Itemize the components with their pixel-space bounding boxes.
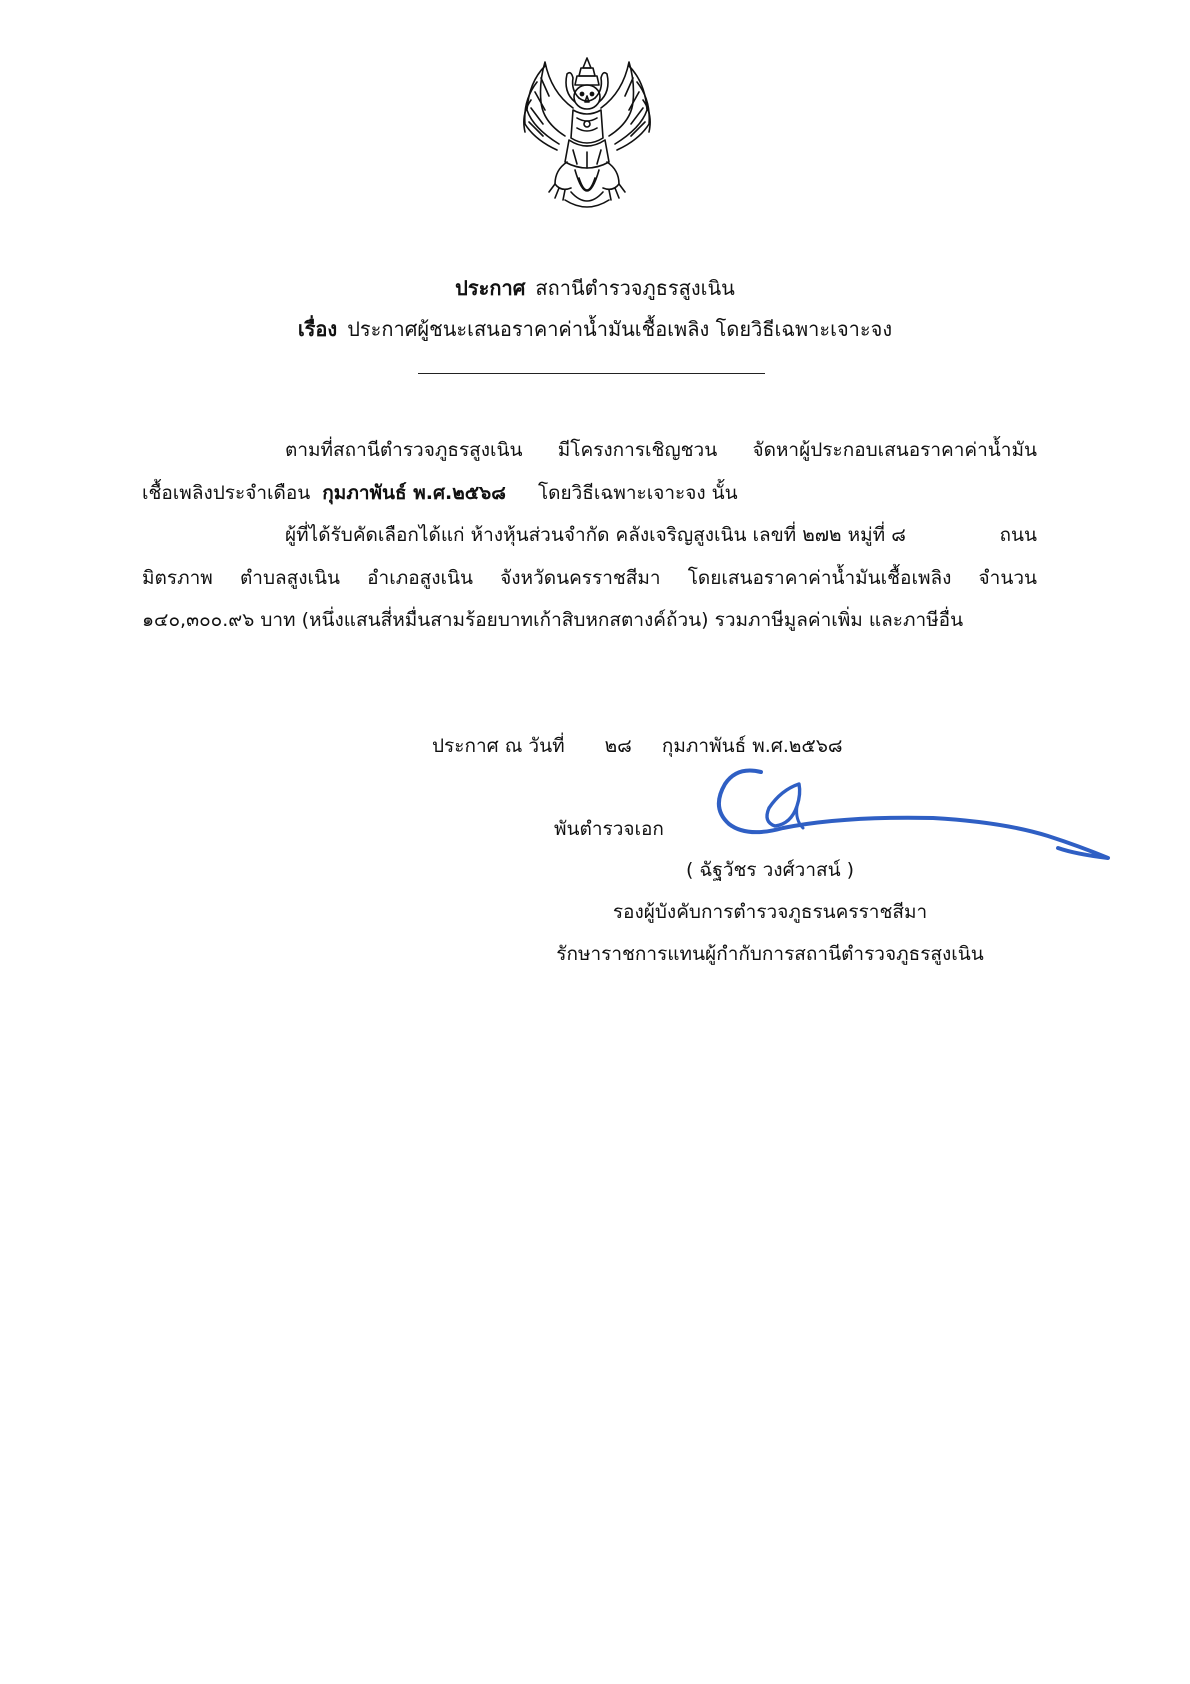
p2-word: ตำบลสูงเนิน — [239, 567, 340, 589]
signatory-position-1: รองผู้บังคับการตำรวจภูธรนครราชสีมา — [612, 901, 928, 923]
p2-word: มิตรภาพ — [142, 567, 213, 589]
p1-month-year: กุมภาพันธ์ พ.ศ.๒๕๖๘ — [322, 482, 506, 504]
subject-label: เรื่อง — [297, 317, 338, 341]
announce-label: ประกาศ — [455, 276, 526, 300]
p1-word: มีโครงการเชิญชวน — [557, 439, 718, 461]
paragraph-1-line-2 — [142, 479, 738, 507]
signatory-position-2: รักษาราชการแทนผู้กำกับการสถานีตำรวจภูธรสูงเนิน — [556, 943, 984, 965]
announcement-heading — [0, 272, 1190, 304]
p2-word: อำเภอสูงเนิน — [367, 567, 473, 589]
p2-road-label: ถนน — [999, 524, 1037, 546]
paragraph-1-line-1 — [285, 436, 1037, 464]
announcement-date — [432, 732, 843, 760]
paragraph-2-line-3: ๑๔๐,๓๐๐.๙๖ บาท (หนึ่งแสนสี่หมื่นสามร้อยบาทเก้าสิบหกสตางค์ถ้วน) รวมภาษีมูลค่าเพิ่ม และภาษีอื่น — [142, 609, 964, 631]
p1-word: ตามที่สถานีตำรวจภูธรสูงเนิน — [285, 439, 523, 461]
p2-winner-text: ผู้ที่ได้รับคัดเลือกได้แก่ ห้างหุ้นส่วนจำกัด คลังเจริญสูงเนิน เลขที่ ๒๗๒ หมู่ที่ ๘ — [285, 524, 906, 546]
p2-word: โดยเสนอราคาค่าน้ำมันเชื้อเพลิง — [687, 567, 952, 589]
date-day: ๒๘ — [604, 735, 632, 757]
subject-heading — [0, 313, 1190, 345]
p2-word: จังหวัดนครราชสีมา — [500, 567, 661, 589]
p1-fuel-month-text: เชื้อเพลิงประจำเดือน — [142, 482, 311, 504]
p2-word: จำนวน — [978, 567, 1037, 589]
p1-method-text: โดยวิธีเฉพาะเจาะจง นั้น — [537, 482, 738, 504]
subject-text: ประกาศผู้ชนะเสนอราคาค่าน้ำมันเชื้อเพลิง โดยวิธีเฉพาะเจาะจง — [347, 317, 893, 341]
garuda-emblem-icon — [515, 52, 660, 214]
agency-name: สถานีตำรวจภูธรสูงเนิน — [535, 276, 735, 300]
p1-word: จัดหาผู้ประกอบเสนอราคาค่าน้ำมัน — [752, 439, 1037, 461]
date-prefix: ประกาศ ณ วันที่ — [432, 735, 565, 757]
date-month-year: กุมภาพันธ์ พ.ศ.๒๕๖๘ — [661, 735, 843, 757]
paragraph-2-line-1 — [285, 521, 1037, 549]
heading-divider — [418, 373, 765, 374]
signatory-name: ( ฉัฐวัชร วงศ์วาสน์ ) — [685, 859, 855, 881]
paragraph-2-line-2 — [142, 564, 1037, 592]
signatory-rank: พันตำรวจเอก — [554, 818, 664, 840]
